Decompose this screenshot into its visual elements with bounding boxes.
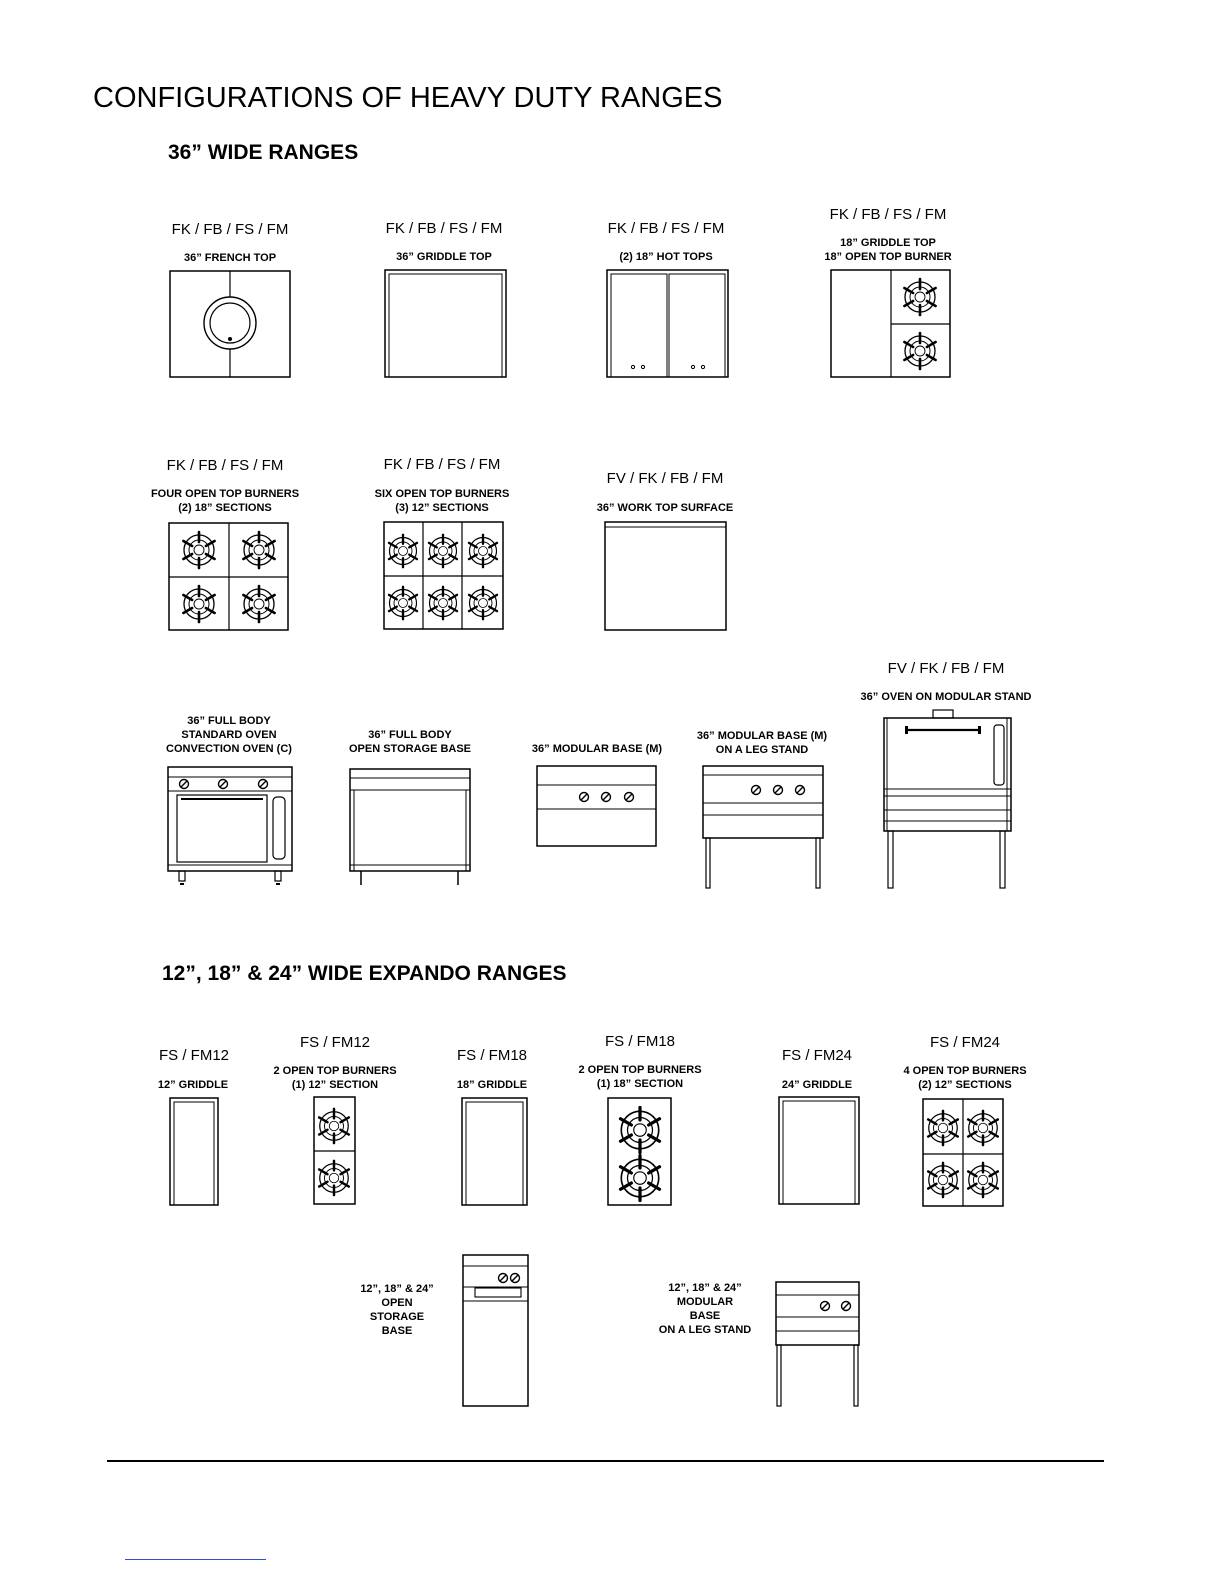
desc-line: ON A LEG STAND bbox=[715, 744, 809, 756]
model-label-six-burners: FK / FB / FS / FM bbox=[383, 456, 501, 473]
desc-line: 2 OPEN TOP BURNERS bbox=[273, 1065, 397, 1077]
desc-line: (2) 18” HOT TOPS bbox=[619, 251, 713, 263]
desc-full-body-oven bbox=[166, 714, 292, 756]
desc-line: 36” OVEN ON MODULAR STAND bbox=[860, 691, 1032, 703]
model-label-hot-tops: FK / FB / FS / FM bbox=[607, 220, 725, 237]
desc-burners-24 bbox=[903, 1064, 1026, 1092]
burners-12-drawing bbox=[313, 1096, 357, 1206]
model-label-griddle-top: FK / FB / FS / FM bbox=[385, 220, 503, 237]
desc-line: STANDARD OVEN bbox=[181, 729, 277, 741]
griddle-open-burner-drawing bbox=[830, 269, 952, 379]
desc-line: SIX OPEN TOP BURNERS bbox=[374, 488, 510, 500]
desc-line: (1) 12” SECTION bbox=[291, 1079, 379, 1091]
desc-line: 36” GRIDDLE TOP bbox=[396, 251, 492, 263]
desc-french-top bbox=[184, 251, 276, 265]
desc-griddle-12 bbox=[158, 1078, 228, 1092]
desc-line: 36” FULL BODY bbox=[187, 715, 271, 727]
modular-leg-stand-drawing bbox=[702, 765, 825, 892]
desc-modular-leg-stand bbox=[697, 729, 827, 757]
model-label-griddle-18: FS / FM18 bbox=[456, 1047, 528, 1064]
desc-line: 18” GRIDDLE TOP bbox=[840, 237, 936, 249]
desc-line: FOUR OPEN TOP BURNERS bbox=[150, 488, 300, 500]
desc-line: 36” FRENCH TOP bbox=[183, 252, 277, 264]
desc-work-top bbox=[597, 501, 734, 515]
desc-griddle-24 bbox=[782, 1078, 852, 1092]
desc-line: 18” OPEN TOP BURNER bbox=[824, 251, 952, 263]
desc-griddle-top bbox=[396, 250, 492, 264]
desc-line: MODULAR bbox=[676, 1296, 734, 1308]
desc-line: 12”, 18” & 24” bbox=[360, 1283, 434, 1295]
footer-rule bbox=[107, 1460, 1104, 1462]
model-label-four-burners: FK / FB / FS / FM bbox=[166, 457, 284, 474]
desc-line: CONVECTION OVEN (C) bbox=[166, 743, 292, 755]
desc-six-burners bbox=[375, 487, 510, 515]
footer-link-underline bbox=[125, 1559, 266, 1560]
desc-line: 12”, 18” & 24” bbox=[668, 1282, 742, 1294]
desc-oven-modular-stand bbox=[861, 690, 1032, 704]
burners-24-drawing bbox=[922, 1098, 1005, 1208]
desc-storage-base bbox=[349, 728, 471, 756]
griddle-12-drawing bbox=[169, 1097, 220, 1207]
desc-line: ON A LEG STAND bbox=[658, 1324, 752, 1336]
desc-hot-tops bbox=[619, 250, 712, 264]
oven-modular-stand-drawing bbox=[883, 708, 1013, 893]
desc-line: 18” GRIDDLE bbox=[456, 1079, 528, 1091]
model-label-work-top: FV / FK / FB / FM bbox=[606, 470, 724, 487]
work-top-drawing bbox=[604, 521, 728, 632]
expando-leg-stand-drawing bbox=[775, 1281, 861, 1410]
desc-line: 36” MODULAR BASE (M) bbox=[531, 743, 663, 755]
griddle-18-drawing bbox=[461, 1097, 529, 1207]
desc-line: 36” WORK TOP SURFACE bbox=[596, 502, 734, 514]
model-label-griddle-open-burner: FK / FB / FS / FM bbox=[829, 206, 947, 223]
desc-griddle-open-burner bbox=[824, 236, 951, 264]
desc-line: OPEN STORAGE BASE bbox=[348, 743, 472, 755]
desc-line: 12” GRIDDLE bbox=[157, 1079, 229, 1091]
hot-tops-drawing bbox=[606, 269, 730, 379]
expando-storage-drawing bbox=[462, 1254, 530, 1409]
desc-modular-base bbox=[532, 742, 662, 756]
desc-line: 36” FULL BODY bbox=[368, 729, 452, 741]
model-label-burners-18: FS / FM18 bbox=[604, 1033, 676, 1050]
storage-base-drawing bbox=[349, 768, 472, 888]
page-title: CONFIGURATIONS OF HEAVY DUTY RANGES bbox=[93, 82, 723, 114]
section-title-expando: 12”, 18” & 24” WIDE EXPANDO RANGES bbox=[162, 962, 567, 985]
desc-line: BASE bbox=[381, 1325, 413, 1337]
model-label-french-top: FK / FB / FS / FM bbox=[171, 221, 289, 238]
model-label-griddle-24: FS / FM24 bbox=[781, 1047, 853, 1064]
griddle-24-drawing bbox=[778, 1096, 861, 1206]
model-label-griddle-12: FS / FM12 bbox=[158, 1047, 230, 1064]
desc-expando-leg-stand bbox=[659, 1281, 751, 1337]
desc-line: (2) 18” SECTIONS bbox=[178, 502, 272, 514]
desc-line: BASE bbox=[689, 1310, 721, 1322]
desc-expando-storage bbox=[360, 1282, 433, 1338]
modular-base-drawing bbox=[536, 765, 658, 848]
desc-burners-18 bbox=[578, 1063, 701, 1091]
model-label-burners-12: FS / FM12 bbox=[299, 1034, 371, 1051]
desc-line: OPEN bbox=[381, 1297, 413, 1309]
desc-line: 24” GRIDDLE bbox=[781, 1079, 853, 1091]
full-body-oven-drawing bbox=[167, 766, 294, 886]
desc-line: (3) 12” SECTIONS bbox=[395, 502, 489, 514]
six-burners-drawing bbox=[383, 521, 505, 631]
desc-burners-12 bbox=[273, 1064, 396, 1092]
french-top-drawing bbox=[169, 270, 291, 378]
desc-line: (1) 18” SECTION bbox=[596, 1078, 684, 1090]
desc-four-burners bbox=[151, 487, 299, 515]
model-label-oven-modular-stand: FV / FK / FB / FM bbox=[887, 660, 1005, 677]
desc-line: 4 OPEN TOP BURNERS bbox=[903, 1065, 1027, 1077]
desc-line: 36” MODULAR BASE (M) bbox=[696, 730, 828, 742]
desc-line: STORAGE bbox=[369, 1311, 425, 1323]
desc-line: (2) 12” SECTIONS bbox=[918, 1079, 1012, 1091]
desc-line: 2 OPEN TOP BURNERS bbox=[578, 1064, 702, 1076]
model-label-burners-24: FS / FM24 bbox=[929, 1034, 1001, 1051]
griddle-top-drawing bbox=[384, 269, 508, 379]
section-title-36-wide: 36” WIDE RANGES bbox=[168, 141, 359, 164]
four-burners-drawing bbox=[168, 522, 290, 632]
desc-griddle-18 bbox=[457, 1078, 527, 1092]
burners-18-drawing bbox=[607, 1097, 673, 1207]
